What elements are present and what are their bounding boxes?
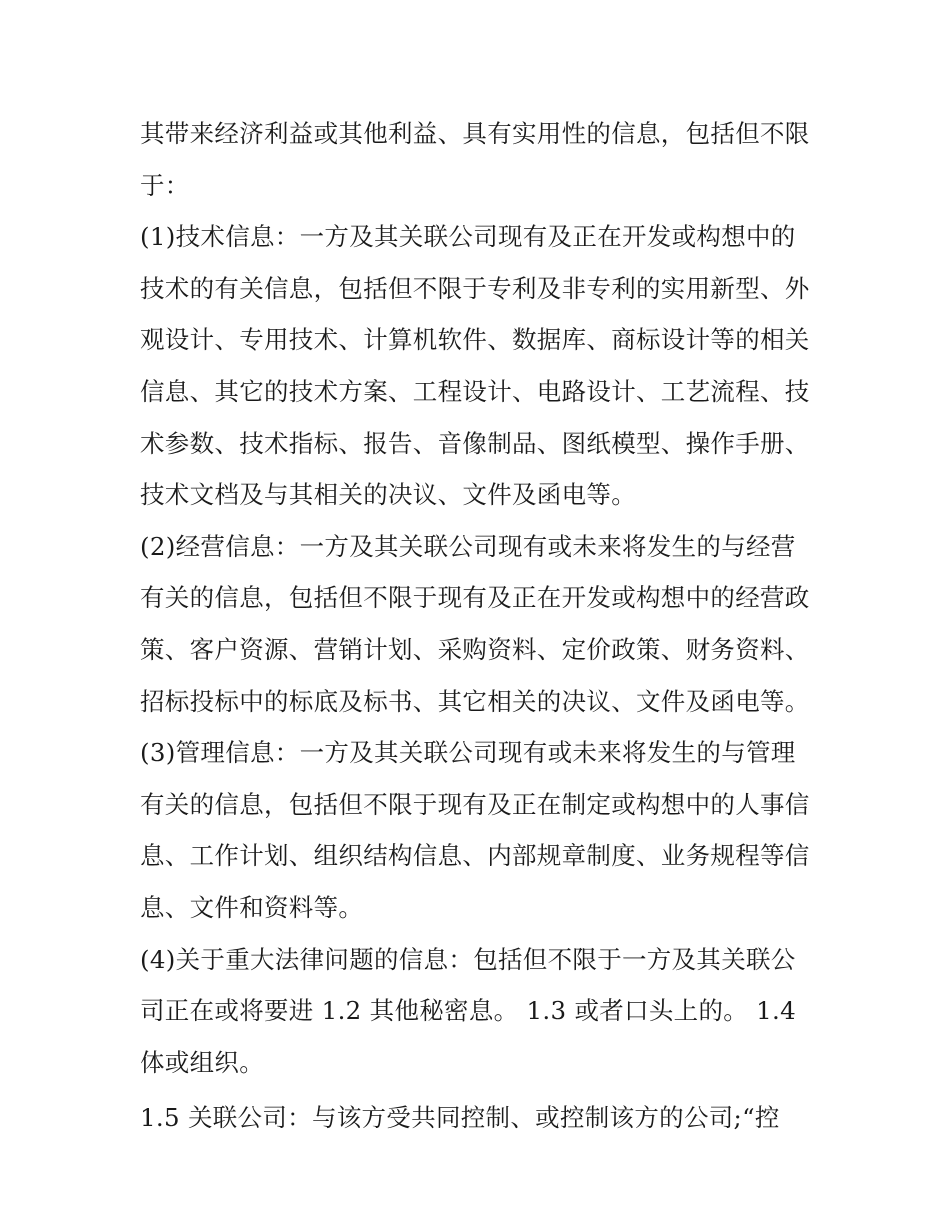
paragraph-affiliates: 1.5 关联公司：与该方受共同控制、或控制该方的公司;“控 bbox=[140, 1103, 780, 1133]
paragraph-intro: 其带来经济利益或其他利益、具有实用性的信息，包括但不限于： bbox=[140, 119, 810, 200]
paragraph-management-info: (3)管理信息：一方及其关联公司现有或未来将发生的与管理有关的信息，包括但不限于现有及正在制定或构想中的人事信息、工作计划、组织结构信息、内部规章制度、业务规程等信息、文件和资料等。 bbox=[140, 738, 810, 922]
paragraph-business-info: (2)经营信息：一方及其关联公司现有或未来将发生的与经营有关的信息，包括但不限于现有及正在开发或构想中的经营政策、客户资源、营销计划、采购资料、定价政策、财务资料、招标投标中的标底及标书、其它相关的决议、文件及函电等。 bbox=[140, 531, 810, 716]
paragraph-legal-info: (4)关于重大法律问题的信息：包括但不限于一方及其关联公司正在或将要进 1.2 其他秘密息。 1.3 或者口头上的。 1.4 体或组织。 bbox=[140, 944, 797, 1077]
document-body bbox=[140, 108, 820, 1144]
paragraph-technical-info: (1)技术信息：一方及其关联公司现有及正在开发或构想中的技术的有关信息，包括但不限于专利及非专利的实用新型、外观设计、专用技术、计算机软件、数据库、商标设计等的相关信息、其它的技术方案、工程设计、电路设计、工艺流程、技术参数、技术指标、报告、音像制品、图纸模型、操作手册、技术文档及与其相关的决议、文件及函电等。 bbox=[140, 222, 810, 510]
